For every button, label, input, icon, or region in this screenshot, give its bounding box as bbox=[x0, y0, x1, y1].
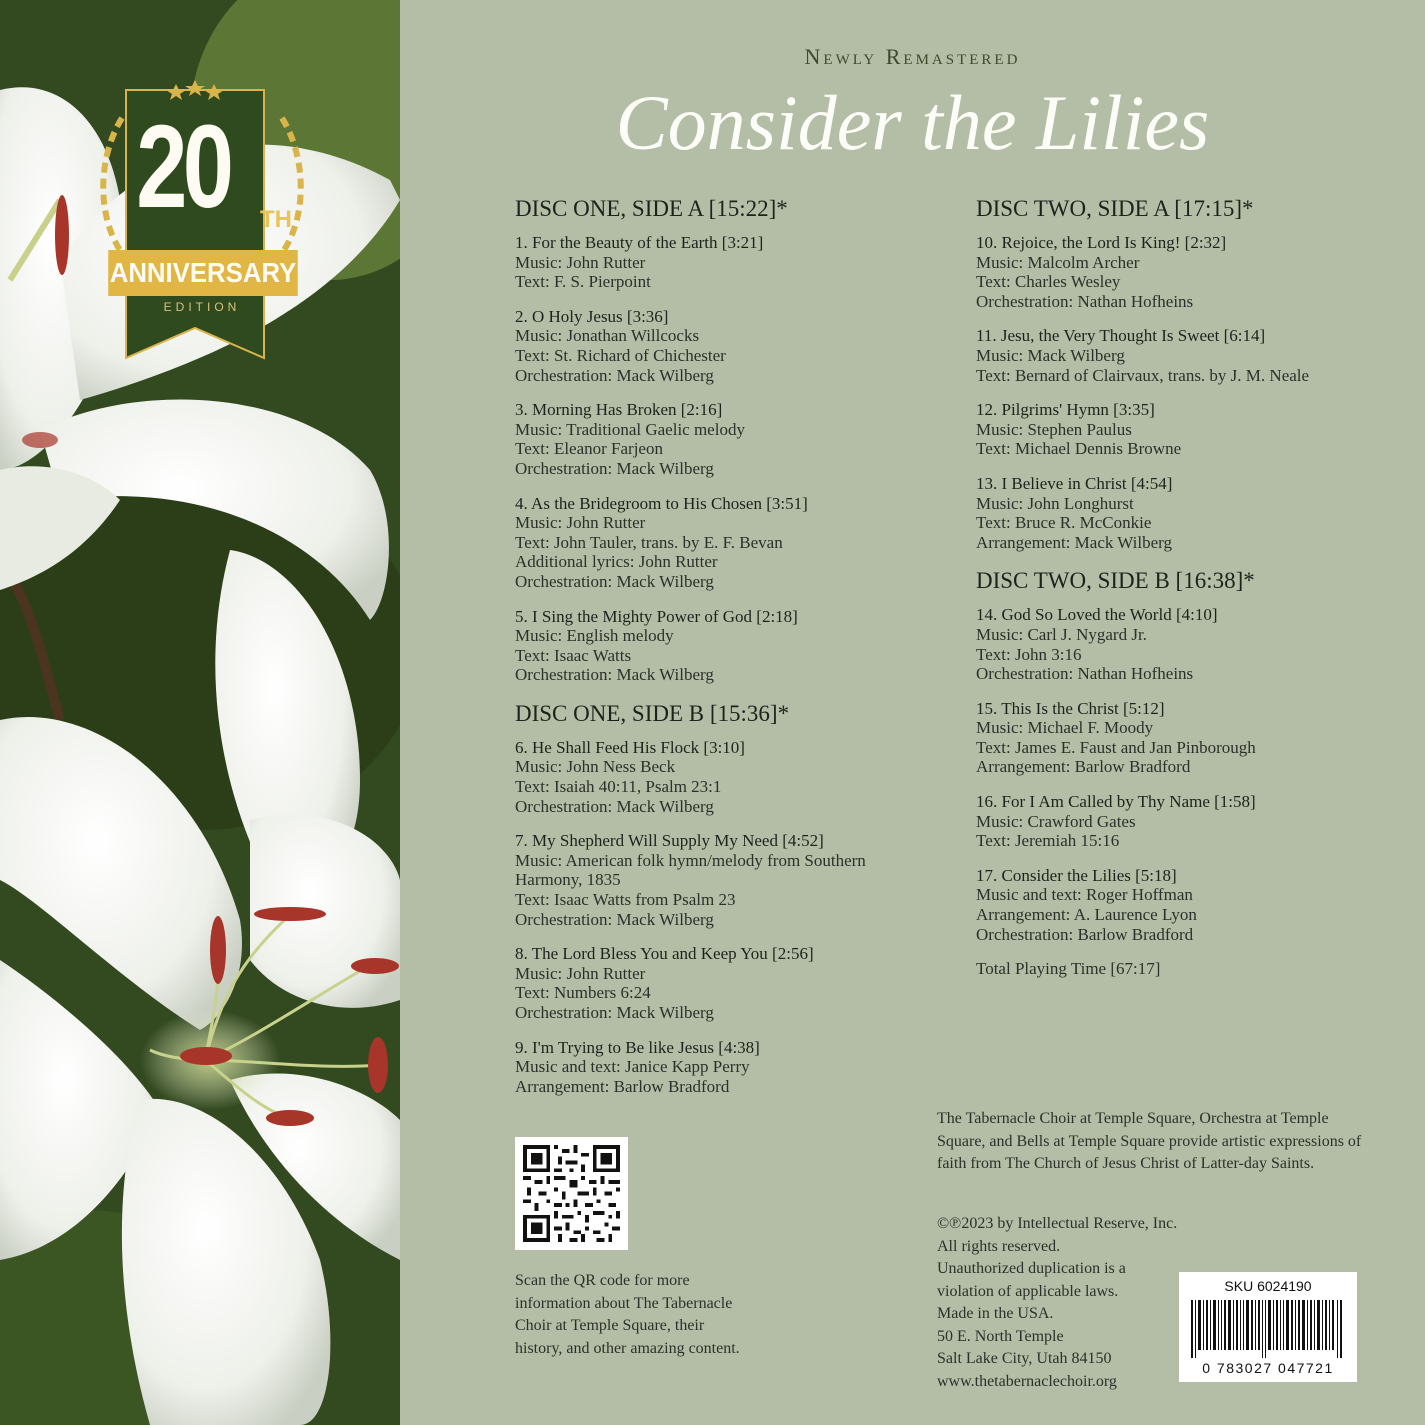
track-credit: Music: John Rutter bbox=[515, 252, 646, 272]
legal-line: ©℗2023 by Intellectual Reserve, Inc. bbox=[937, 1215, 1178, 1232]
track-title: 2. O Holy Jesus [3:36] bbox=[515, 306, 669, 326]
track-item bbox=[976, 699, 1396, 777]
track-item bbox=[515, 494, 935, 592]
track-credit: Music: John Longhurst bbox=[976, 493, 1134, 513]
track-item bbox=[515, 1038, 935, 1097]
lily-photo bbox=[0, 0, 400, 1425]
track-item bbox=[515, 831, 935, 929]
album-title: Consider the Lilies bbox=[615, 79, 1210, 166]
track-credit: Orchestration: Barlow Bradford bbox=[976, 924, 1194, 944]
legal-line: violation of applicable laws. bbox=[937, 1282, 1119, 1300]
anniversary-badge bbox=[92, 78, 312, 368]
track-credit: Music: English melody bbox=[515, 626, 674, 646]
track-credit: Music: John Rutter bbox=[515, 513, 646, 533]
legal-line: All rights reserved. bbox=[937, 1237, 1061, 1255]
track-credit: Music: Jonathan Willcocks bbox=[515, 326, 700, 346]
track-title: 6. He Shall Feed His Flock [3:10] bbox=[515, 737, 745, 757]
track-credit: Music: Traditional Gaelic melody bbox=[515, 419, 745, 439]
side-heading: DISC TWO, SIDE A [17:15]* bbox=[976, 196, 1254, 221]
track-credit: Orchestration: Mack Wilberg bbox=[515, 909, 714, 929]
track-credit: Text: Isaiah 40:11, Psalm 23:1 bbox=[515, 777, 722, 797]
track-item bbox=[515, 307, 935, 385]
track-credit: Text: Charles Wesley bbox=[976, 272, 1121, 292]
track-title: 10. Rejoice, the Lord Is King! [2:32] bbox=[976, 233, 1227, 252]
track-credit: Music: John Ness Beck bbox=[515, 757, 676, 777]
track-title: 1. For the Beauty of the Earth [3:21] bbox=[515, 233, 764, 252]
qr-code-icon bbox=[523, 1145, 620, 1242]
legal-line: Unauthorized duplication is a bbox=[937, 1260, 1126, 1277]
track-credit: Arrangement: A. Laurence Lyon bbox=[976, 905, 1197, 925]
track-item bbox=[976, 233, 1396, 311]
qr-code[interactable] bbox=[515, 1137, 628, 1250]
sku-label: SKU 6024190 bbox=[1224, 1278, 1312, 1294]
track-credit: Arrangement: Mack Wilberg bbox=[976, 532, 1173, 552]
side-block bbox=[976, 195, 1396, 552]
track-item bbox=[515, 738, 935, 816]
track-credit: Text: Michael Dennis Browne bbox=[976, 439, 1182, 459]
track-credit: Orchestration: Mack Wilberg bbox=[515, 665, 714, 685]
track-credit: Text: John Tauler, trans. by E. F. Bevan bbox=[515, 532, 783, 552]
side-block bbox=[515, 195, 935, 685]
track-credit: Text: Isaac Watts from Psalm 23 bbox=[515, 890, 736, 910]
track-title: 4. As the Bridegroom to His Chosen [3:51] bbox=[515, 493, 808, 513]
sku-barcode-label bbox=[1179, 1272, 1357, 1382]
track-title: 14. God So Loved the World [4:10] bbox=[976, 605, 1218, 625]
track-item bbox=[515, 944, 935, 1022]
track-item bbox=[976, 792, 1396, 851]
barcode-number: 0 783027 047721 bbox=[1202, 1360, 1334, 1376]
eyebrow-text: Newly Remastered bbox=[804, 44, 1021, 69]
track-credit: Arrangement: Barlow Bradford bbox=[976, 757, 1191, 777]
track-title: 11. Jesu, the Very Thought Is Sweet [6:14] bbox=[976, 326, 1266, 346]
legal-line: Made in the USA. bbox=[937, 1305, 1054, 1322]
track-title: 8. The Lord Bless You and Keep You [2:56] bbox=[515, 944, 814, 964]
track-credit: Music: American folk hymn/melody from Southern Harmony, 1835 bbox=[515, 850, 866, 890]
track-credit: Music: Mack Wilberg bbox=[976, 345, 1125, 365]
track-credit: Orchestration: Mack Wilberg bbox=[515, 458, 714, 478]
barcode-icon bbox=[1191, 1300, 1345, 1358]
track-title: 12. Pilgrims' Hymn [3:35] bbox=[976, 400, 1155, 420]
track-title: 13. I Believe in Christ [4:54] bbox=[976, 473, 1173, 493]
track-title: 17. Consider the Lilies [5:18] bbox=[976, 865, 1177, 885]
track-credit: Orchestration: Mack Wilberg bbox=[515, 365, 714, 385]
track-item bbox=[976, 474, 1396, 552]
track-credit: Text: James E. Faust and Jan Pinborough bbox=[976, 737, 1256, 757]
track-credit: Music: John Rutter bbox=[515, 963, 646, 983]
track-item bbox=[976, 326, 1396, 385]
track-credit: Orchestration: Mack Wilberg bbox=[515, 571, 714, 591]
badge-suffix: TH bbox=[260, 206, 292, 233]
track-title: 9. I'm Trying to Be like Jesus [4:38] bbox=[515, 1037, 760, 1057]
track-credit: Additional lyrics: John Rutter bbox=[515, 552, 718, 572]
track-item bbox=[976, 400, 1396, 459]
total-playing-time: Total Playing Time [67:17] bbox=[976, 959, 1161, 979]
track-credit: Text: Jeremiah 15:16 bbox=[976, 831, 1120, 851]
about-text: The Tabernacle Choir at Temple Square, Orchestra at Temple Square, and Bells at Temple Square provide artistic expressions of faith from The Church of Jesus Christ of Latter-day Saints. bbox=[937, 1110, 1362, 1172]
track-credit: Orchestration: Nathan Hofheins bbox=[976, 291, 1194, 311]
track-credit: Text: F. S. Pierpoint bbox=[515, 272, 651, 292]
legal-line: 50 E. North Temple bbox=[937, 1327, 1064, 1345]
track-item bbox=[976, 866, 1396, 944]
track-credit: Orchestration: Nathan Hofheins bbox=[976, 664, 1194, 684]
badge-ribbon: ANNIVERSARY bbox=[108, 250, 298, 296]
track-credit: Text: Bruce R. McConkie bbox=[976, 513, 1152, 533]
tracklist-right-column bbox=[976, 195, 1396, 979]
track-credit: Text: John 3:16 bbox=[976, 644, 1082, 664]
track-credit: Arrangement: Barlow Bradford bbox=[515, 1076, 730, 1096]
track-credit: Music: Michael F. Moody bbox=[976, 718, 1154, 738]
track-title: 7. My Shepherd Will Supply My Need [4:52] bbox=[515, 831, 824, 851]
track-item bbox=[515, 400, 935, 478]
side-heading: DISC ONE, SIDE B [15:36]* bbox=[515, 700, 790, 726]
track-item bbox=[976, 605, 1396, 683]
track-title: 5. I Sing the Mighty Power of God [2:18] bbox=[515, 606, 798, 626]
badge-edition: EDITION bbox=[163, 300, 241, 314]
side-heading: DISC TWO, SIDE B [16:38]* bbox=[976, 568, 1255, 594]
track-credit: Orchestration: Mack Wilberg bbox=[515, 796, 714, 816]
track-title: 3. Morning Has Broken [2:16] bbox=[515, 400, 723, 420]
tracklist-left-column bbox=[515, 195, 935, 1111]
track-item bbox=[515, 607, 935, 685]
track-credit: Text: Isaac Watts bbox=[515, 645, 632, 665]
side-block bbox=[976, 567, 1396, 944]
track-credit: Music: Stephen Paulus bbox=[976, 419, 1132, 439]
track-item bbox=[515, 233, 935, 292]
track-credit: Text: Bernard of Clairvaux, trans. by J. M. Neale bbox=[976, 365, 1310, 385]
legal-block bbox=[937, 1213, 1197, 1393]
track-title: 15. This Is the Christ [5:12] bbox=[976, 698, 1165, 718]
qr-description: Scan the QR code for more information about The Tabernacle Choir at Temple Square, their history, and other amazing content. bbox=[515, 1272, 740, 1357]
track-credit: Music: Malcolm Archer bbox=[976, 252, 1140, 272]
badge-number: 20 bbox=[136, 101, 230, 233]
track-credit: Text: St. Richard of Chichester bbox=[515, 345, 726, 365]
side-heading: DISC ONE, SIDE A [15:22]* bbox=[515, 196, 788, 221]
track-credit: Orchestration: Mack Wilberg bbox=[515, 1003, 714, 1022]
track-credit: Music: Crawford Gates bbox=[976, 811, 1136, 831]
side-block bbox=[515, 700, 935, 1097]
website-link[interactable]: www.thetabernaclechoir.org bbox=[937, 1372, 1117, 1390]
track-credit: Music: Carl J. Nygard Jr. bbox=[976, 624, 1147, 644]
track-credit: Music and text: Janice Kapp Perry bbox=[515, 1057, 750, 1077]
track-credit: Text: Numbers 6:24 bbox=[515, 983, 651, 1003]
legal-line: Salt Lake City, Utah 84150 bbox=[937, 1350, 1112, 1367]
track-title: 16. For I Am Called by Thy Name [1:58] bbox=[976, 792, 1256, 812]
track-credit: Music and text: Roger Hoffman bbox=[976, 885, 1193, 905]
track-credit: Text: Eleanor Farjeon bbox=[515, 439, 663, 459]
